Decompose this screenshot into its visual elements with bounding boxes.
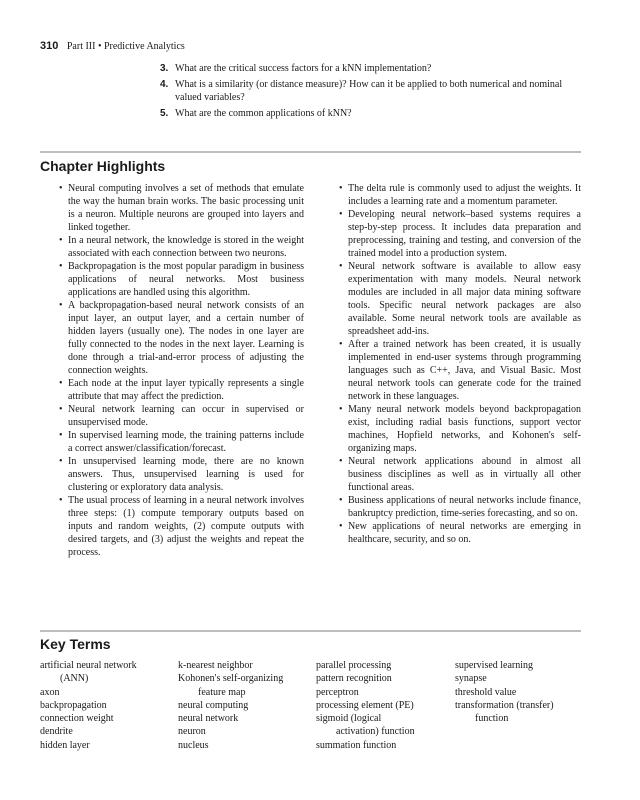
key-term-continuation: (ANN) xyxy=(60,673,89,685)
question-item xyxy=(160,78,585,104)
highlight-item: • In supervised learning mode, the training patterns include a correct answer/classification/forecast. xyxy=(58,429,304,455)
highlight-item: • Neural network applications abound in almost all business disciplines as well as in virtually all other functional areas. xyxy=(338,455,581,494)
key-term: processing element (PE) xyxy=(316,699,414,711)
key-terms-column-1 xyxy=(40,659,170,752)
highlight-item: • Backpropagation is the most popular paradigm in business applications of neural networks. Most business applications are handled using this algorithm. xyxy=(58,260,304,299)
highlight-item: • Neural network software is available to allow easy experimentation with many models. Neural network modules are included in all major data mining software tools. Specific neural network packages are also available. Some neural network tools are available as spreadsheet add-ins. xyxy=(338,260,581,338)
highlight-item: • In unsupervised learning mode, there are no known answers. Thus, unsupervised learning is used for clustering or exploratory data analysis. xyxy=(58,455,304,494)
key-term: dendrite xyxy=(40,726,73,738)
key-term: neural network xyxy=(178,713,239,725)
highlight-item: • Neural computing involves a set of methods that emulate the way the human brain works. The basic processing unit is a neuron. Multiple neurons are grouped into layers and linked together. xyxy=(58,182,304,234)
key-term: nucleus xyxy=(178,739,209,751)
highlight-item: • Neural network learning can occur in supervised or unsupervised mode. xyxy=(58,403,304,429)
key-term: axon xyxy=(40,686,60,698)
key-term: Kohonen's self-organizing xyxy=(178,673,284,685)
key-term: backpropagation xyxy=(40,699,107,711)
highlights-left-column xyxy=(58,182,304,559)
key-terms-column-4 xyxy=(455,659,595,725)
key-term: pattern recognition xyxy=(316,673,392,685)
running-title: Part III • Predictive Analytics xyxy=(66,41,185,52)
highlight-item: • Many neural network models beyond backpropagation exist, including radial basis functions, support vector machines, Hopfield networks, and Kohonen's self-organizing maps. xyxy=(338,403,581,455)
highlight-item: • Each node at the input layer typically represents a single attribute that may affect the prediction. xyxy=(58,377,304,403)
review-questions xyxy=(160,62,585,123)
chapter-highlights-title: Chapter Highlights xyxy=(40,158,166,174)
question-number: 5. xyxy=(160,108,169,119)
key-term: synapse xyxy=(455,673,487,685)
key-term: neuron xyxy=(178,726,206,738)
highlight-item: • The usual process of learning in a neural network involves three steps: (1) compute temporary outputs based on inputs and random weights, (2) compute outputs with desired targets, and (3) adjust the weights and repeat the process. xyxy=(58,494,304,559)
highlight-item: • Developing neural network–based systems requires a step-by-step process. It includes data preparation and preprocessing, training and testing, and conversion of the trained model into a production system. xyxy=(338,208,581,260)
question-text: What are the common applications of kNN? xyxy=(175,108,352,119)
key-terms-title: Key Terms xyxy=(40,636,111,652)
highlights-right-column xyxy=(338,182,581,546)
key-term: threshold value xyxy=(455,686,517,698)
key-term: perceptron xyxy=(316,686,359,698)
key-term: supervised learning xyxy=(455,660,534,671)
key-term-continuation: function xyxy=(475,713,509,725)
question-number: 3. xyxy=(160,63,169,74)
highlight-item: • A backpropagation-based neural network consists of an input layer, an output layer, and a certain number of hidden layers (usually one). The nodes in one layer are fully connected to the nodes in the next layer. Learning is done through a trial-and-error process of adjusting the connection weights. xyxy=(58,299,304,377)
key-term-continuation: feature map xyxy=(198,686,246,698)
key-term: summation function xyxy=(316,739,397,751)
key-term: hidden layer xyxy=(40,739,90,751)
highlight-item: • The delta rule is commonly used to adjust the weights. It includes a learning rate and a momentum parameter. xyxy=(338,182,581,208)
running-head xyxy=(40,40,185,52)
key-term: neural computing xyxy=(178,699,249,711)
key-term: k-nearest neighbor xyxy=(178,660,253,671)
key-terms-column-2 xyxy=(178,659,313,752)
question-text: What are the critical success factors for a kNN implementation? xyxy=(175,63,432,74)
question-number: 4. xyxy=(160,79,169,90)
key-terms-column-3 xyxy=(316,659,451,752)
highlight-item: • Business applications of neural networks include finance, bankruptcy prediction, time-series forecasting, and so on. xyxy=(338,494,581,520)
key-term: sigmoid (logical xyxy=(316,713,382,725)
key-term: parallel processing xyxy=(316,660,392,671)
key-term: transformation (transfer) xyxy=(455,699,554,711)
question-item xyxy=(160,62,585,75)
key-term: connection weight xyxy=(40,713,114,725)
question-text: What is a similarity (or distance measure)? How can it be applied to both numerical and nominal valued variables? xyxy=(175,79,563,103)
question-item xyxy=(160,107,585,120)
key-term-continuation: activation) function xyxy=(336,726,415,738)
highlight-item: • New applications of neural networks are emerging in healthcare, security, and so on. xyxy=(338,520,581,546)
section-divider xyxy=(40,151,581,153)
key-term: artificial neural network xyxy=(40,660,137,671)
page-number: 310 xyxy=(40,40,59,52)
section-divider xyxy=(40,630,581,632)
highlight-item: • After a trained network has been created, it is usually implemented in end-user systems through programming languages such as C++, Java, and Visual Basic. Most neural network tools can generate code for the trained network in these languages. xyxy=(338,338,581,403)
highlight-item: • In a neural network, the knowledge is stored in the weight associated with each connection between two neurons. xyxy=(58,234,304,260)
